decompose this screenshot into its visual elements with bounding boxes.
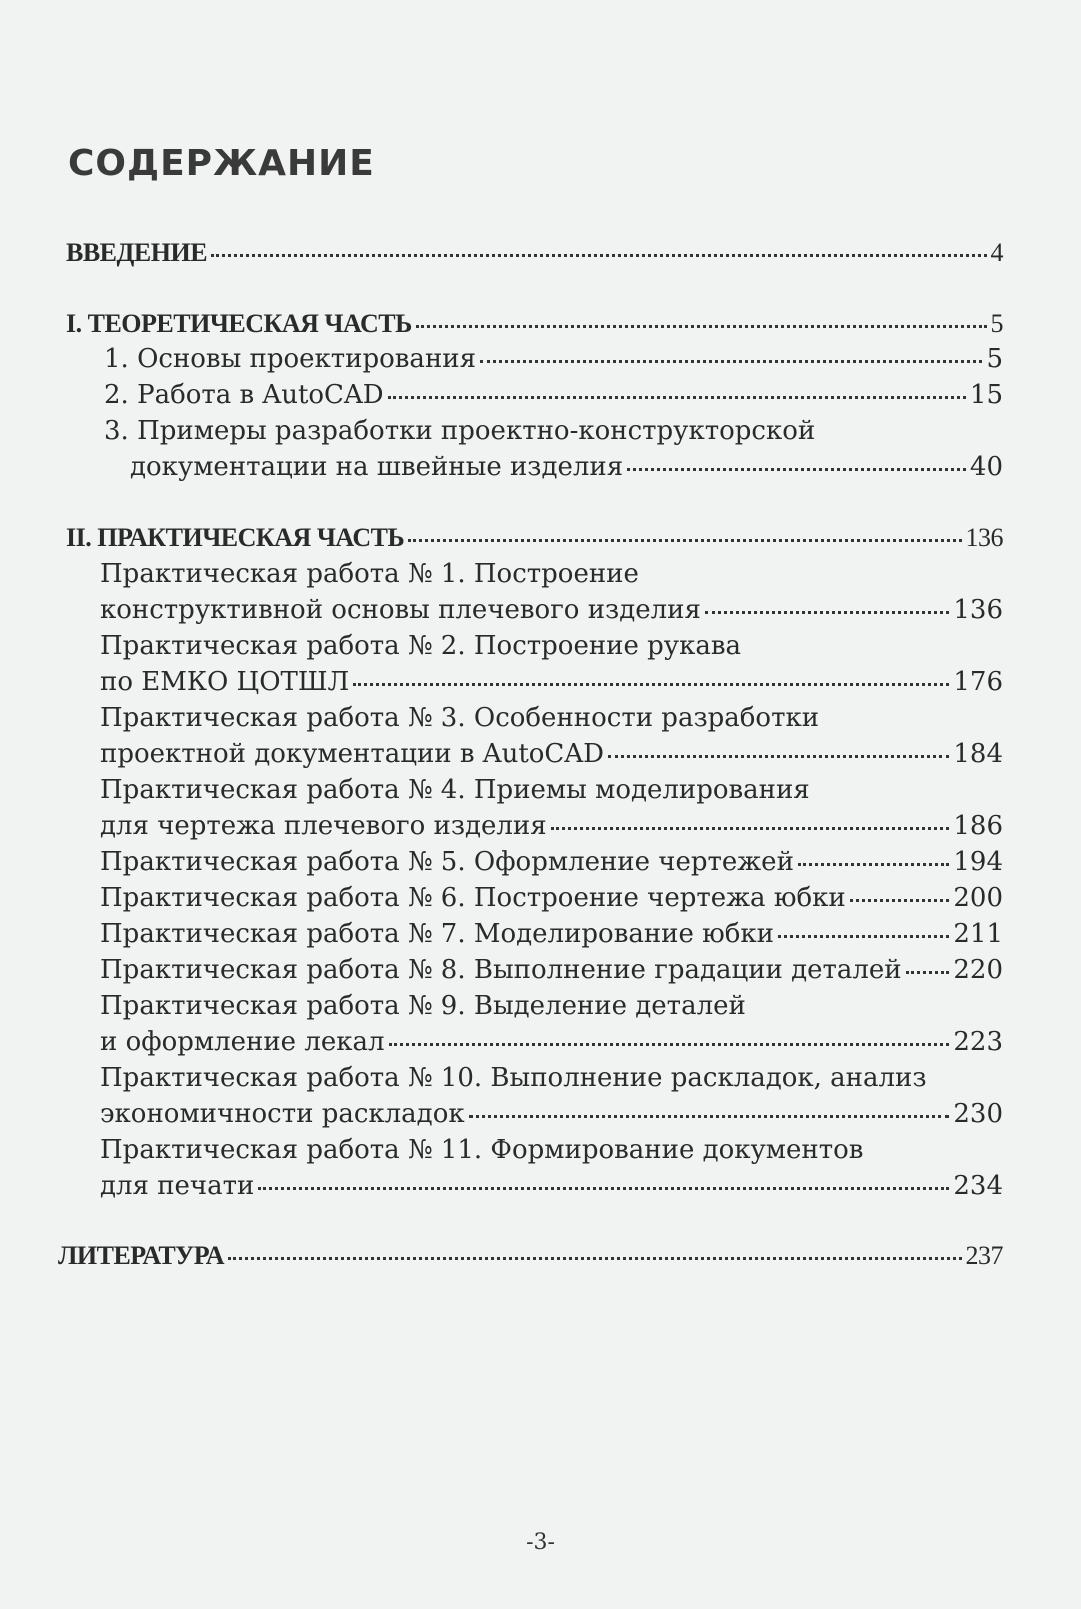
toc-entry-label: Практическая работа № 10. Выполнение раскладок, анализ <box>100 1063 927 1093</box>
toc-leader <box>480 360 982 363</box>
toc-entry-work2-line1[interactable] <box>100 630 1003 662</box>
page-number: -3- <box>526 1530 555 1555</box>
toc-entry-page: 184 <box>953 739 1003 769</box>
toc-entry-work11-line2[interactable] <box>100 1170 1003 1202</box>
toc-entry-label: Практическая работа № 4. Приемы моделирования <box>100 775 810 805</box>
toc-entry-page: 223 <box>953 1027 1003 1057</box>
toc-entry-label: для чертежа плечевого изделия <box>100 811 547 841</box>
toc-entry-label: Практическая работа № 9. Выделение деталей <box>100 991 746 1021</box>
toc-leader <box>228 1257 961 1260</box>
toc-entry-work5[interactable] <box>100 846 1003 878</box>
toc-leader <box>778 935 949 938</box>
toc-entry-label: для печати <box>100 1171 255 1201</box>
toc-leader <box>388 396 966 399</box>
toc-entry-label: ЛИТЕРАТУРА <box>58 1241 225 1270</box>
toc-entry-1-3-line1[interactable] <box>104 415 1003 447</box>
toc-entry-label: Практическая работа № 3. Особенности разработки <box>100 703 820 733</box>
toc-entry-label: экономичности раскладок <box>100 1099 465 1129</box>
toc-entry-work1-line2[interactable] <box>100 594 1003 626</box>
toc-entry-work10-line1[interactable] <box>100 1062 1003 1094</box>
toc-entry-1-3-line2[interactable] <box>130 451 1003 483</box>
toc-entry-part1[interactable] <box>66 308 1003 340</box>
toc-leader <box>705 611 949 614</box>
toc-entry-label: Практическая работа № 8. Выполнение градации деталей <box>100 955 902 985</box>
toc-leader <box>798 863 949 866</box>
toc-entry-label: Практическая работа № 11. Формирование документов <box>100 1135 864 1165</box>
toc-entry-label: 3. Примеры разработки проектно-конструкторской <box>104 416 816 446</box>
toc-entry-label: II. ПРАКТИЧЕСКАЯ ЧАСТЬ <box>66 523 405 552</box>
toc-entry-label: и оформление лекал <box>100 1027 385 1057</box>
toc-entry-page: 237 <box>965 1241 1003 1270</box>
toc-entry-work11-line1[interactable] <box>100 1134 1003 1166</box>
toc-entry-label: Практическая работа № 2. Построение рукава <box>100 631 741 661</box>
toc-entry-work9-line2[interactable] <box>100 1026 1003 1058</box>
toc-entry-work8[interactable] <box>100 954 1003 986</box>
toc-entry-page: 15 <box>969 380 1003 410</box>
toc-leader <box>627 468 966 471</box>
toc-entry-page: 136 <box>953 595 1003 625</box>
toc-leader <box>258 1187 949 1190</box>
toc-entry-work3-line1[interactable] <box>100 702 1003 734</box>
toc-entry-work1-line1[interactable] <box>100 558 1003 590</box>
toc-entry-intro[interactable] <box>66 237 1003 269</box>
toc-entry-page: 4 <box>990 238 1003 267</box>
toc-entry-label: 1. Основы проектирования <box>104 344 476 374</box>
toc-entry-1-2[interactable] <box>104 379 1003 411</box>
toc-entry-label: проектной документации в AutoCAD <box>100 739 604 769</box>
toc-leader <box>850 899 950 902</box>
toc-entry-work4-line2[interactable] <box>100 810 1003 842</box>
toc-entry-page: 136 <box>965 523 1003 552</box>
toc-entry-page: 40 <box>969 452 1003 482</box>
toc-entry-label: I. ТЕОРЕТИЧЕСКАЯ ЧАСТЬ <box>66 309 412 338</box>
toc-entry-label: по ЕМКО ЦОТШЛ <box>100 667 350 697</box>
toc-entry-label: Практическая работа № 5. Оформление чертежей <box>100 847 794 877</box>
toc-entry-page: 186 <box>953 811 1003 841</box>
toc-entry-work6[interactable] <box>100 882 1003 914</box>
toc-entry-page: 176 <box>953 667 1003 697</box>
toc-entry-work3-line2[interactable] <box>100 738 1003 770</box>
toc-entry-work10-line2[interactable] <box>100 1098 1003 1130</box>
toc-entry-page: 5 <box>986 344 1003 374</box>
toc-leader <box>906 971 950 974</box>
toc-entry-page: 220 <box>953 955 1003 985</box>
toc-entry-work4-line1[interactable] <box>100 774 1003 806</box>
toc-entry-1-1[interactable] <box>104 343 1003 375</box>
toc-entry-page: 234 <box>953 1171 1003 1201</box>
toc-entry-page: 194 <box>953 847 1003 877</box>
toc-leader <box>469 1115 950 1118</box>
toc-entry-page: 5 <box>990 309 1003 338</box>
toc-entry-page: 211 <box>953 919 1003 949</box>
toc-entry-label: Практическая работа № 7. Моделирование юбки <box>100 919 775 949</box>
toc-entry-label: 2. Работа в AutoCAD <box>104 380 384 410</box>
toc-entry-work2-line2[interactable] <box>100 666 1003 698</box>
toc-entry-label: документации на швейные изделия <box>130 452 624 482</box>
toc-entry-literature[interactable] <box>58 1240 1003 1272</box>
page-title: СОДЕРЖАНИЕ <box>68 143 375 184</box>
toc-entry-part2[interactable] <box>66 522 1003 554</box>
toc-leader <box>608 755 949 758</box>
toc-leader <box>416 325 987 328</box>
toc-entry-work9-line1[interactable] <box>100 990 1003 1022</box>
toc-leader <box>408 539 961 542</box>
toc-entry-label: конструктивной основы плечевого изделия <box>100 595 701 625</box>
toc-entry-label: Практическая работа № 6. Построение чертежа юбки <box>100 883 846 913</box>
toc-leader <box>551 827 950 830</box>
toc-leader <box>211 254 986 257</box>
toc-entry-work7[interactable] <box>100 918 1003 950</box>
toc-leader <box>353 683 949 686</box>
toc-entry-label: Практическая работа № 1. Построение <box>100 559 639 589</box>
toc-entry-label: ВВЕДЕНИЕ <box>66 238 208 267</box>
toc-entry-page: 230 <box>953 1099 1003 1129</box>
toc-leader <box>389 1043 950 1046</box>
toc-entry-page: 200 <box>953 883 1003 913</box>
